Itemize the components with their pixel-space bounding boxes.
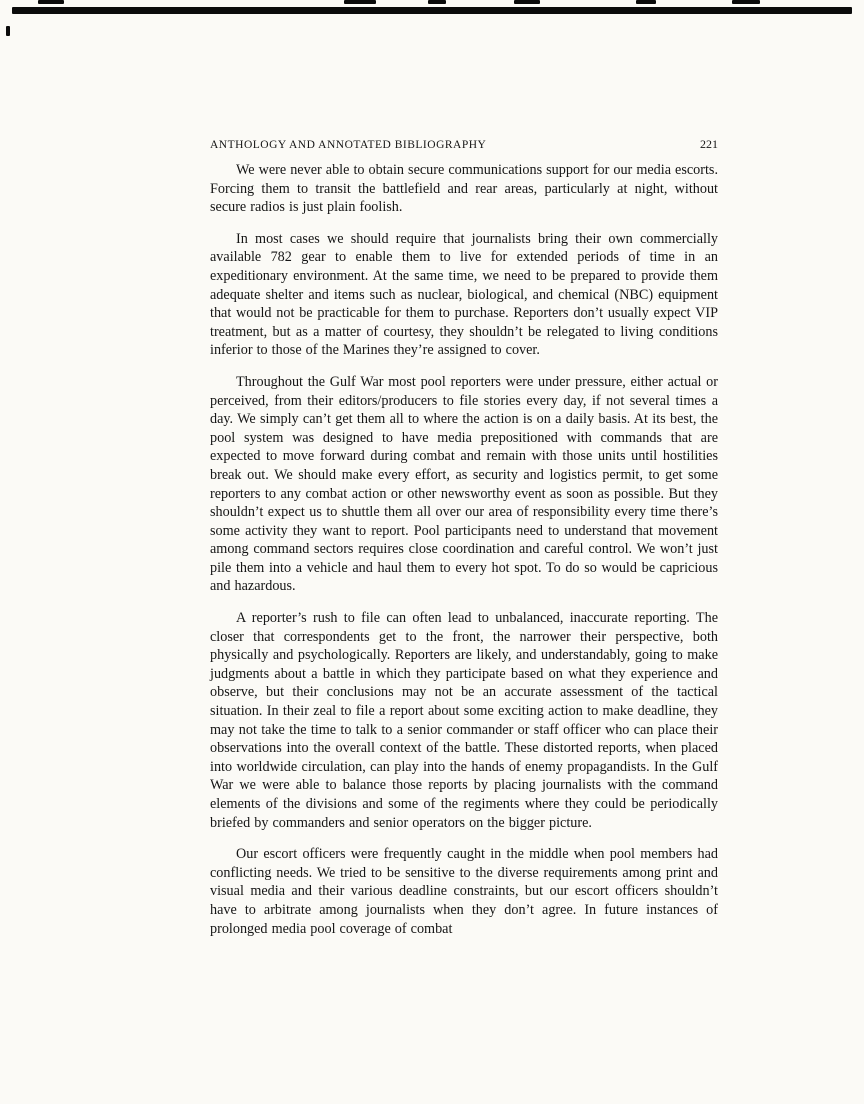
scan-artifact-dash [38, 0, 64, 4]
paragraph: Our escort officers were frequently caught in the middle when pool members had conflicting needs. We tried to be sensitive to the diverse requirements among print and visual media and their various deadline constraints, but our escort officers shouldn’t have to arbitrate among journalists when they don’t agree. In future instances of prolonged media pool coverage of combat [210, 846, 718, 937]
scan-artifact-edge-mark [6, 26, 10, 36]
scan-artifact-dash [636, 0, 656, 4]
paragraph: Throughout the Gulf War most pool reporters were under pressure, either actual or perceived, from their editors/producers to file stories every day, if not several times a day. We simply can’t get them all to where the action is on a daily basis. At its best, the pool system was designed to have media prepositioned with commands that are expected to move forward during combat and remain with those units until hostilities break out. We should make every effort, as security and logistics permit, to get some reporters to any combat action or other newsworthy event as soon as possible. But they shouldn’t expect us to shuttle them all over our area of responsibility every time there’s some activity they want to report. Pool participants need to understand that movement among command sectors requires close coordination and careful control. We won’t just pile them into a vehicle and haul them to every hot spot. To do so would be capricious and hazardous. [210, 373, 718, 595]
scan-artifact-dash [344, 0, 376, 4]
scan-artifact-dash [428, 0, 446, 4]
paragraph: A reporter’s rush to file can often lead to unbalanced, inaccurate reporting. The closer that correspondents get to the front, the narrower their perspective, both physically and psychologically. Reporters are likely, and understandably, going to make judgments about a battle in which they participate based on what they experience and observe, but their conclusions may not be an accurate assessment of the tactical situation. In their zeal to file a report about some exciting action to make deadline, they may not take the time to talk to a senior commander or staff officer who can place their observations into the overall context of the battle. These distorted reports, when placed into worldwide circulation, can play into the hands of enemy propagandists. In the Gulf War we were able to balance those reports by placing journalists with the command elements of the divisions and some of the regiments where they could be periodically briefed by commanders and senior operators on the bigger picture. [210, 610, 718, 831]
scan-artifact-dash [732, 0, 760, 4]
header-title: ANTHOLOGY AND ANNOTATED BIBLIOGRAPHY [210, 139, 487, 151]
paragraph: In most cases we should require that journalists bring their own commercially available 782 gear to enable them to live for extended periods of time in an expeditionary environment. At the same time, we need to be prepared to provide them adequate shelter and items such as nuclear, biological, and chemical (NBC) equipment that would not be practicable for them to purchase. Reporters don’t usually expect VIP treatment, but as a matter of courtesy, they shouldn’t be relegated to living conditions inferior to those of the Marines they’re assigned to cover. [210, 230, 718, 359]
page-number: 221 [700, 137, 718, 151]
paragraph: We were never able to obtain secure communications support for our media escorts. Forcing them to transit the battlefield and rear areas, particularly at night, without secure radios is just plain foolish. [210, 162, 718, 216]
scan-artifact-dash [514, 0, 540, 4]
running-header [210, 137, 718, 152]
scan-artifact-top-bar [12, 7, 852, 14]
body-text [210, 161, 718, 951]
